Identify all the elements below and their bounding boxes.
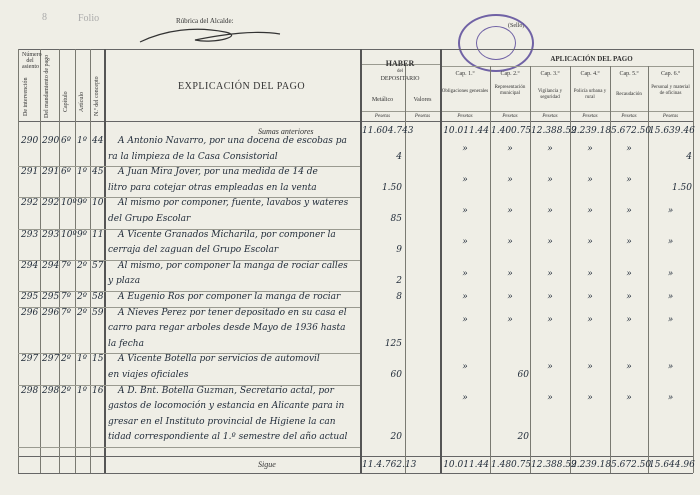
entry-cap3: » — [547, 237, 553, 248]
entry-cap5: » — [626, 393, 632, 404]
entry-cap1: » — [462, 237, 468, 248]
entry-capitulo: 2º — [61, 354, 71, 365]
entry-asiento: 295 — [21, 292, 39, 302]
cap2-header: Cap. 2.º — [500, 71, 520, 77]
entry-mandamiento: 295 — [42, 292, 60, 302]
entry-description-line: Al mismo por componer, fuente, lavabos y wateres — [118, 198, 349, 209]
articulo-header: Artículo — [79, 92, 85, 112]
entry-description-line: A Eugenio Ros por componer la manga de rociar — [118, 292, 341, 302]
entry-cap2: » — [507, 268, 513, 279]
mayor-signature — [135, 24, 285, 50]
entry-asiento: 297 — [21, 354, 39, 365]
entry-description-line: del Grupo Escolar — [108, 214, 191, 224]
entry-description-line: Al mismo, por componer la manga de rociar calles — [118, 260, 348, 271]
cap3-desc: Vigilancia y seguridad — [537, 89, 563, 100]
entry-concepto: 11 — [92, 229, 104, 240]
entry-cap1: » — [462, 393, 468, 404]
entry-articulo: 2º — [77, 307, 87, 318]
entry-description-line: gastos de locomoción y estancia en Alicante para in — [108, 401, 345, 412]
entry-description-line: en viajes oficiales — [108, 370, 189, 380]
entry-capitulo: 2º — [61, 385, 71, 396]
entry-cap6: » — [667, 292, 674, 302]
entry-description-line: cerraja del zaguan del Grupo Escolar — [108, 245, 279, 256]
pesetas-cap3: Pesetas — [542, 114, 558, 119]
entry-cap1: » — [462, 292, 468, 302]
entry-description-line: la fecha — [108, 338, 144, 349]
entry-cap3: » — [547, 268, 553, 279]
entry-cap3: » — [547, 292, 553, 302]
entry-cap3: » — [547, 143, 553, 154]
entry-cap2: » — [507, 206, 513, 217]
entry-cap5: » — [626, 362, 632, 373]
mandamiento-header: Del mandamiento de pago — [44, 54, 50, 118]
entry-articulo: 1º — [77, 167, 87, 178]
haber-depositario: DEPOSITARIO — [380, 76, 420, 82]
intervencion-header: De intervención — [23, 77, 29, 116]
entry-cap2: » — [507, 237, 513, 248]
entry-capitulo: 6º — [61, 167, 71, 178]
entry-mandamiento: 291 — [42, 167, 60, 178]
entry-concepto: 44 — [92, 136, 104, 146]
entry-cap6: » — [667, 206, 674, 217]
sigue-cap3: 12.388.52 — [531, 460, 577, 470]
sigue-cap4: 9.239.18 — [571, 460, 612, 470]
entry-cap5: » — [626, 237, 632, 248]
sumas-cap5: 5.672.50 — [611, 126, 652, 136]
entry-cap6: » — [667, 315, 674, 326]
entry-description-line: A Vicente Botella por servicios de automovil — [118, 354, 320, 365]
entry-cap5: » — [626, 292, 632, 302]
entry-description-line: ra la limpieza de la Casa Consistorial — [108, 151, 278, 162]
entry-asiento: 294 — [21, 260, 39, 271]
entry-metalico: 9 — [396, 245, 402, 256]
explicacion-header: EXPLICACIÓN DEL PAGO — [178, 81, 306, 92]
entry-articulo: 9º — [77, 229, 87, 240]
metalico-header: Metálico — [371, 97, 394, 103]
sigue-cap6: 15.644.96 — [649, 460, 695, 470]
entry-capitulo: 10º — [61, 198, 77, 209]
entry-concepto: 58 — [92, 292, 104, 302]
sumas-cap4: 9.239.18 — [571, 126, 612, 136]
entry-mandamiento: 297 — [42, 354, 60, 365]
sigue-cap1: 10.011.44 — [443, 460, 489, 470]
entry-asiento: 292 — [21, 198, 39, 209]
sigue-cap2: 1.480.75 — [491, 460, 532, 470]
sumas-label: Sumas anteriores — [258, 127, 314, 136]
cap1-desc: Obligaciones generales — [441, 89, 489, 94]
entry-capitulo: 7º — [61, 307, 71, 318]
entry-mandamiento: 294 — [42, 260, 60, 271]
entry-asiento: 291 — [21, 167, 39, 178]
entry-cap2: 60 — [517, 370, 529, 380]
entry-metalico: 60 — [390, 370, 402, 380]
entry-description-line: gresar en el Instituto provincial de Higiene la can — [108, 416, 336, 427]
capitulo-header: Capítulo — [63, 91, 69, 112]
entry-capitulo: 10º — [61, 229, 77, 240]
entry-cap1: » — [462, 315, 468, 326]
entry-description-line: A Nieves Perez por tener depositado en su casa el — [118, 307, 347, 318]
sigue-label: Sigue — [258, 460, 276, 469]
entry-metalico: 1.50 — [381, 182, 402, 193]
signature-label: Rúbrica del Alcalde: — [176, 17, 234, 25]
entry-cap2: » — [507, 175, 513, 185]
entry-asiento: 298 — [21, 385, 39, 396]
entry-capitulo: 7º — [61, 292, 71, 302]
entry-concepto: 16 — [92, 385, 104, 396]
entry-cap6: » — [667, 237, 674, 248]
entry-cap1: » — [462, 362, 468, 373]
concepto-header: N.º del concepto — [94, 76, 100, 116]
entry-description-line: A Antonio Navarro, por una docena de escobas pa — [118, 136, 347, 146]
entry-cap4: » — [587, 315, 593, 326]
entry-cap1: » — [462, 206, 468, 217]
entry-description-line: A Juan Mira Jover, por una medida de 14 de — [118, 167, 318, 178]
cap4-desc: Policía urbana y rural — [573, 89, 607, 100]
entry-description-line: A Vicente Granados Micharila, por componer la — [118, 229, 336, 240]
cap2-desc: Representación municipal — [494, 85, 526, 96]
entry-mandamiento: 293 — [42, 229, 60, 240]
entry-cap4: » — [587, 237, 593, 248]
entry-cap1: » — [462, 175, 468, 185]
haber-title: HABER — [385, 59, 415, 68]
entry-cap5: » — [626, 143, 632, 154]
sigue-cap5: 5.672.50 — [611, 460, 652, 470]
cap5-desc: Recaudación — [616, 92, 642, 97]
entry-mandamiento: 298 — [42, 385, 60, 396]
cap1-header: Cap. 1.º — [455, 71, 475, 77]
entry-cap2: 20 — [517, 432, 529, 443]
pesetas-metalico: Pesetas — [374, 114, 391, 119]
entry-articulo: 2º — [77, 260, 87, 271]
entry-description-line: tidad correspondiente al 1.º semestre del año actual — [108, 432, 348, 443]
entry-cap3: » — [547, 315, 553, 326]
sumas-cap6: 15.639.46 — [649, 126, 695, 136]
stamp-label: (Sello) — [508, 23, 525, 29]
pesetas-valores: Pesetas — [414, 114, 431, 119]
row-separator — [18, 447, 360, 448]
entry-description-line: litro para cotejar otras empleadas en la venta — [108, 182, 317, 193]
entry-cap4: » — [587, 143, 593, 154]
entry-asiento: 290 — [21, 136, 39, 146]
entry-mandamiento: 292 — [42, 198, 60, 209]
entry-cap4: » — [587, 393, 593, 404]
entry-concepto: 45 — [92, 167, 104, 178]
entry-articulo: 1º — [77, 354, 87, 365]
entry-cap4: » — [587, 206, 593, 217]
entry-description-line: carro para regar arboles desde Mayo de 1936 hasta — [108, 323, 346, 334]
entry-cap6: » — [667, 393, 674, 404]
entry-cap2: » — [507, 143, 513, 154]
entry-metalico: 2 — [396, 276, 402, 287]
pesetas-cap6: Pesetas — [662, 114, 679, 119]
pesetas-cap1: Pesetas — [457, 114, 473, 119]
entry-concepto: 10 — [92, 198, 104, 209]
entry-cap4: » — [587, 362, 593, 373]
entry-cap3: » — [547, 175, 553, 185]
entry-articulo: 2º — [77, 292, 87, 302]
entry-cap3: » — [547, 206, 553, 217]
valores-header: Valores — [413, 97, 432, 103]
municipal-seal — [458, 14, 534, 72]
entry-description-line: y plaza — [108, 276, 141, 287]
pesetas-cap2: Pesetas — [502, 114, 518, 119]
entry-articulo: 1º — [77, 385, 87, 396]
entry-cap3: » — [547, 362, 553, 373]
entry-capitulo: 7º — [61, 260, 71, 271]
sumas-cap2: 1.400.75 — [491, 126, 532, 136]
cap3-header: Cap. 3.º — [540, 71, 560, 77]
entry-asiento: 293 — [21, 229, 39, 240]
entry-cap2: » — [507, 292, 513, 302]
folio-label: Folio — [78, 13, 100, 24]
sumas-cap3: 12.388.52 — [531, 126, 577, 136]
sigue-metalico: 11.4.762.13 — [362, 460, 417, 470]
haber-del: del — [396, 69, 404, 74]
cap6-header: Cap. 6.º — [660, 71, 681, 77]
entry-cap4: » — [587, 175, 593, 185]
entry-cap5: » — [626, 268, 632, 279]
entry-concepto: 59 — [92, 307, 104, 318]
entry-cap6: 1.50 — [671, 182, 692, 193]
entry-metalico: 8 — [396, 292, 402, 302]
entry-cap4: » — [587, 292, 593, 302]
entry-metalico: 4 — [396, 151, 402, 162]
entry-cap1: » — [462, 268, 468, 279]
entry-mandamiento: 290 — [42, 136, 60, 146]
entry-metalico: 20 — [390, 432, 402, 443]
entry-concepto: 15 — [92, 354, 104, 365]
numero-asiento-header: Número del asiento — [22, 52, 42, 70]
entry-cap4: » — [587, 268, 593, 279]
entry-metalico: 125 — [384, 338, 402, 349]
entry-metalico: 85 — [390, 214, 402, 224]
entry-articulo: 1º — [77, 136, 87, 146]
aplicacion-header: APLICACIÓN DEL PAGO — [550, 55, 633, 63]
pesetas-cap4: Pesetas — [582, 114, 598, 119]
entry-cap5: » — [626, 206, 632, 217]
folio-number: 8 — [42, 12, 47, 23]
entry-cap5: » — [626, 315, 632, 326]
entry-asiento: 296 — [21, 307, 39, 318]
entry-articulo: 9º — [77, 198, 87, 209]
sumas-cap1: 10.011.44 — [443, 126, 489, 136]
entry-capitulo: 6º — [61, 136, 71, 146]
cap4-header: Cap. 4.º — [580, 71, 600, 77]
entry-concepto: 57 — [92, 260, 104, 271]
entry-cap6: » — [667, 362, 674, 373]
entry-cap5: » — [626, 175, 632, 185]
entry-cap3: » — [547, 393, 553, 404]
entry-cap6: 4 — [686, 151, 692, 162]
entry-cap2: » — [507, 315, 513, 326]
pesetas-cap5: Pesetas — [621, 114, 637, 119]
cap6-desc: Personal y material de oficinas — [651, 85, 690, 96]
entry-mandamiento: 296 — [42, 307, 60, 318]
entry-description-line: A D. Bnt. Botella Guzman, Secretario actal, por — [118, 385, 334, 396]
entry-cap6: » — [667, 268, 674, 279]
entry-cap1: » — [462, 143, 468, 154]
sumas-metalico: 11.604.743 — [362, 126, 414, 136]
cap5-header: Cap. 5.º — [619, 71, 639, 77]
